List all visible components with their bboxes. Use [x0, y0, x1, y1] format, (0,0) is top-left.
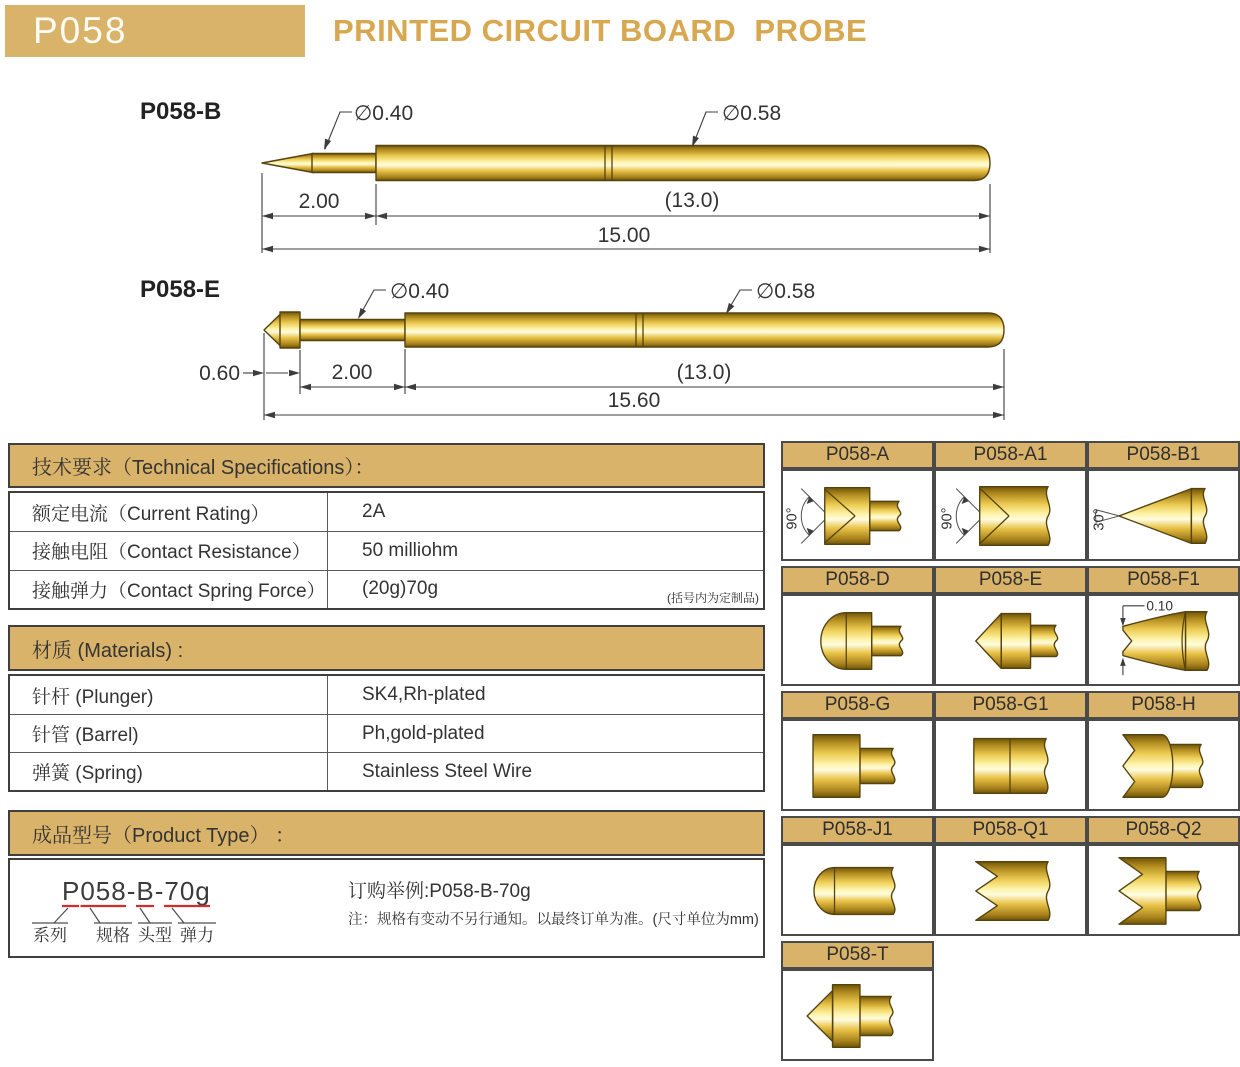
material-row-value: SK4,Rh-plated [362, 684, 486, 705]
p058-d-tip-drawing [783, 596, 932, 684]
tip-header-p058-t: P058-T [781, 941, 934, 969]
tip-header-p058-e: P058-E [934, 566, 1087, 594]
spec-row-value: (20g)70g [362, 578, 439, 600]
p058-q1-tip-drawing [936, 846, 1085, 934]
p058-g-tip-drawing [783, 721, 932, 809]
tip-dim-label: 0.10 [1146, 598, 1174, 614]
p058-b1-tip-drawing [1089, 471, 1238, 559]
dia-plunger-label: ∅0.40 [354, 102, 414, 125]
series-code: P058 [33, 10, 128, 51]
len-barrel-label: (13.0) [664, 189, 720, 212]
len-barrel-label-e: (13.0) [676, 361, 732, 384]
drawing-b [0, 85, 1010, 265]
p058-t-tip-drawing [783, 971, 932, 1059]
tip-cell-p058-q2 [1087, 844, 1240, 936]
angle-label: 90° [784, 507, 801, 530]
probe-e-head-flange [280, 312, 300, 348]
probe-e-plunger [300, 320, 405, 341]
tip-cell-p058-f1 [1087, 594, 1240, 686]
len-total-label-e: 15.60 [607, 389, 661, 412]
tip-header-p058-a: P058-A [781, 441, 934, 469]
probe-e-tip [264, 314, 281, 347]
dia-barrel-label-e: ∅0.58 [756, 280, 816, 303]
breakdown-label-spec: 规格 [96, 926, 130, 945]
spec-row-label: 接触弹力（Contact Spring Force） [10, 571, 328, 608]
p058-g1-tip-drawing [936, 721, 1085, 809]
tip-cell-p058-g [781, 719, 934, 811]
angle-label: 90° [939, 507, 956, 530]
spec-table-title: 技术要求（Technical Specifications）： [32, 457, 375, 479]
order-note: 注：规格有变动不另行通知。以最终订单为准。(尺寸单位为mm) [348, 912, 759, 928]
probe-b-barrel [376, 146, 990, 181]
len-total-label: 15.00 [597, 224, 651, 247]
tip-cell-p058-q1 [934, 844, 1087, 936]
probe-b-plunger [312, 154, 376, 173]
tip-cell-p058-h [1087, 719, 1240, 811]
tip-cell-p058-g1 [934, 719, 1087, 811]
tip-header-p058-j1: P058-J1 [781, 816, 934, 844]
breakdown-label-spring-force: 弹力 [180, 926, 214, 945]
spec-row-value: 50 milliohm [362, 539, 459, 561]
tip-header-p058-g1: P058-G1 [934, 691, 1087, 719]
dia-plunger-label-e: ∅0.40 [390, 280, 450, 303]
len-tip-label-e: 2.00 [331, 361, 373, 384]
product-type-header [8, 810, 765, 856]
material-row-label: 针管 (Barrel) [10, 715, 328, 752]
tip-cell-p058-b1 [1087, 469, 1240, 561]
product-type-body [8, 858, 765, 958]
tip-cell-p058-e [934, 594, 1087, 686]
table-row [10, 531, 763, 569]
series-banner [5, 5, 305, 57]
p058-a1-tip-drawing [936, 471, 1085, 559]
material-row-label: 针杆 (Plunger) [10, 676, 328, 714]
table-row [10, 570, 763, 608]
spec-row-value: 2A [362, 501, 386, 523]
tip-cell-p058-d [781, 594, 934, 686]
spec-row-label: 额定电流（Current Rating） [10, 493, 328, 531]
p058-f1-tip-drawing [1089, 596, 1238, 684]
p058-j1-tip-drawing [783, 846, 932, 934]
material-row-label: 弹簧 (Spring) [10, 753, 328, 790]
tip-header-p058-h: P058-H [1087, 691, 1240, 719]
probe-b-tip [262, 154, 313, 173]
breakdown-label-series: 系列 [33, 926, 67, 945]
tip-header-p058-f1: P058-F1 [1087, 566, 1240, 594]
breakdown-label-head-type: 头型 [138, 926, 172, 945]
p058-q2-tip-drawing [1089, 846, 1238, 934]
tip-header-p058-g: P058-G [781, 691, 934, 719]
breakdown-connectors [54, 908, 184, 923]
tip-header-p058-a1: P058-A1 [934, 441, 1087, 469]
part-number-code: P058-B-70g [62, 876, 211, 906]
order-example: 订购举例:P058-B-70g [348, 881, 531, 902]
spec-table-header [8, 443, 765, 488]
tip-header-p058-b1: P058-B1 [1087, 441, 1240, 469]
table-row [10, 752, 763, 790]
table-row [10, 676, 763, 714]
page-title: PRINTED CIRCUIT BOARD PROBE [333, 13, 868, 48]
p058-h-tip-drawing [1089, 721, 1238, 809]
tip-cell-p058-t [781, 969, 934, 1061]
dia-barrel-label: ∅0.58 [722, 102, 782, 125]
material-row-value: Ph,gold-plated [362, 722, 485, 744]
material-row-value: Stainless Steel Wire [362, 760, 533, 782]
tip-cell-p058-a1 [934, 469, 1087, 561]
product-type-title: 成品型号（Product Type） ： [32, 824, 296, 847]
p058-e-tip-drawing [936, 596, 1085, 684]
part-number-breakdown [32, 866, 372, 954]
table-row [10, 493, 763, 531]
drawing-e [0, 270, 1030, 438]
materials-table [8, 674, 765, 792]
head-len-label: 0.60 [199, 362, 240, 385]
spec-note: (括号内为定制品) [667, 590, 759, 605]
tip-header-p058-q2: P058-Q2 [1087, 816, 1240, 844]
drawing-b-title: P058-B [140, 98, 222, 125]
drawing-e-title: P058-E [140, 276, 221, 303]
materials-table-header [8, 625, 765, 671]
table-row [10, 714, 763, 752]
materials-table-title: 材质 (Materials) : [32, 639, 184, 662]
spec-table [8, 491, 765, 610]
tip-cell-p058-a [781, 469, 934, 561]
probe-e-barrel [405, 313, 1004, 347]
spec-row-label: 接触电阻（Contact Resistance） [10, 532, 328, 569]
tip-header-p058-q1: P058-Q1 [934, 816, 1087, 844]
p058-a-tip-drawing [783, 471, 932, 559]
tip-cell-p058-j1 [781, 844, 934, 936]
tip-header-p058-d: P058-D [781, 566, 934, 594]
len-tip-label: 2.00 [298, 190, 340, 213]
angle-label: 30° [1091, 508, 1108, 531]
